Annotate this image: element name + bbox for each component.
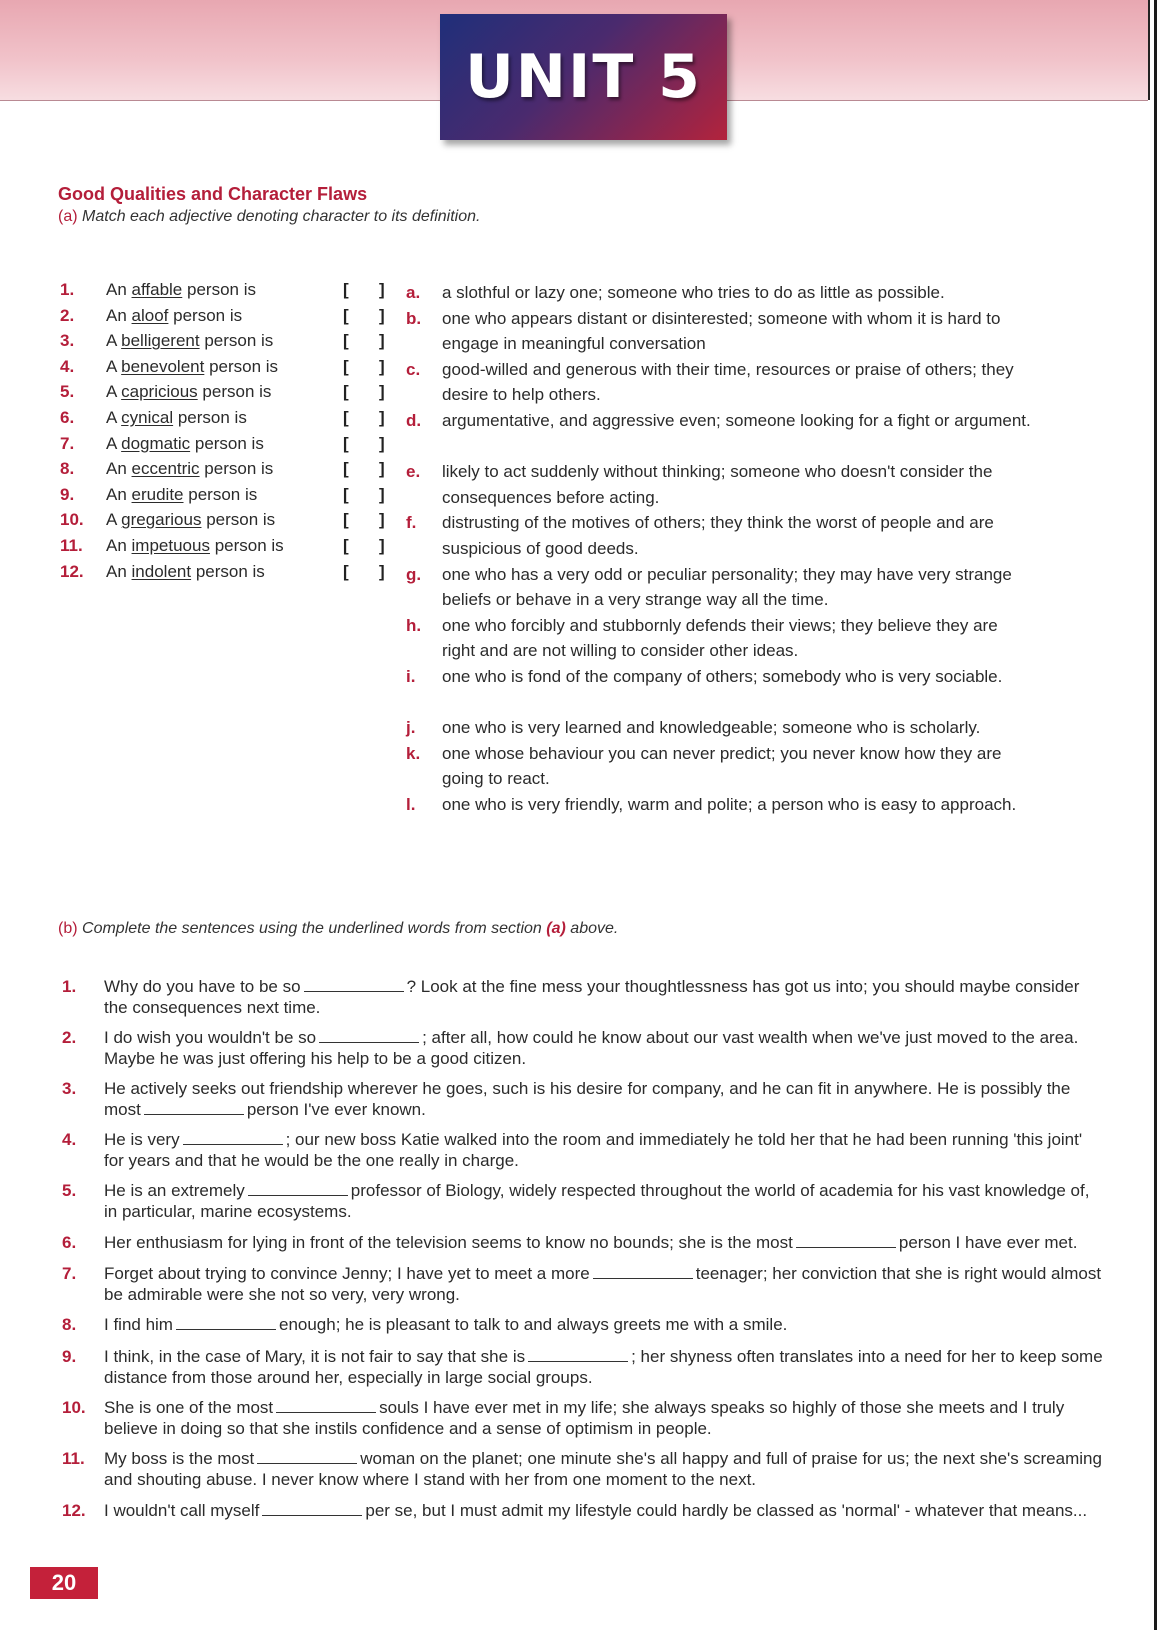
sentence-after: teenager; her conviction that she is right would almost be admirable were she not so very, very wrong.: [104, 1264, 1102, 1304]
bracket-left: [: [343, 459, 349, 479]
part-b-instruction-ref: (a): [546, 920, 566, 937]
answer-blank[interactable]: [276, 1398, 376, 1413]
adjective-suffix: person is: [173, 305, 243, 325]
answer-blank[interactable]: [248, 1181, 348, 1196]
adjective-article: An: [106, 536, 127, 555]
adjective-number: 9.: [60, 484, 75, 504]
page-number: 20: [30, 1567, 98, 1599]
answer-blank[interactable]: [304, 977, 404, 992]
answer-blank[interactable]: [796, 1233, 896, 1248]
bracket-left: [: [343, 356, 349, 376]
sentence-after: souls I have ever met in my life; she always speaks so highly of those she meets and I truly believe in doing so that she instils confidence and a sense of optimism in people.: [104, 1398, 1065, 1438]
sentence-after: per se, but I must admit my lifestyle could hardly be classed as 'normal' - whatever that means...: [365, 1501, 1088, 1520]
adjective-article: A: [106, 382, 117, 402]
definition-text: one who is very learned and knowledgeable; someone who is scholarly.: [442, 718, 981, 738]
adjective-article: A: [106, 510, 117, 530]
bracket-left: [: [343, 382, 349, 402]
sentence-text: [104, 1448, 1104, 1490]
sentence-number: 8.: [62, 1315, 77, 1334]
adjective-number: 6.: [60, 408, 75, 427]
sentence-before: Her enthusiasm for lying in front of the television seems to know no bounds; she is the most: [104, 1233, 793, 1252]
sentence-number: 3.: [62, 1079, 77, 1098]
adjective-number: 3.: [60, 331, 75, 351]
adjective-article: An: [106, 484, 127, 504]
definition-letter: a.: [406, 283, 421, 302]
unit-badge: [440, 14, 727, 140]
definition-letter: d.: [406, 411, 422, 430]
adjective-suffix: person is: [188, 484, 258, 504]
sentence-text: [104, 1263, 1104, 1305]
adjective-suffix: person is: [214, 536, 284, 555]
adjective-word: cynical: [121, 408, 174, 427]
sentence-before: I think, in the case of Mary, it is not fair to say that she is: [104, 1347, 526, 1366]
sentence-before: Forget about trying to convince Jenny; I have yet to meet a more: [104, 1264, 590, 1283]
definition-letter: h.: [406, 615, 422, 635]
bracket-right: ]: [379, 408, 385, 427]
definition-text: one who forcibly and stubbornly defends their views; they believe they are right and are not willing to consider other ideas.: [442, 615, 998, 661]
sentence-number: 2.: [62, 1028, 77, 1047]
adjective-phrase: [106, 306, 242, 326]
sentence-text: [104, 1232, 1104, 1253]
sentence-number: 12.: [62, 1501, 86, 1520]
adjective-suffix: person is: [195, 561, 265, 581]
adjective-word: belligerent: [121, 331, 200, 351]
sentence-after: professor of Biology, widely respected throughout the world of academia for his vast knowledge of, in particular, marine ecosystems.: [104, 1181, 1090, 1221]
sentence-text: [104, 1500, 1104, 1521]
adjective-word: dogmatic: [121, 433, 191, 453]
part-b-instruction-post: above.: [570, 920, 619, 937]
sentence-number: 1.: [62, 977, 77, 996]
sentence-text: [104, 1397, 1104, 1439]
definition-text: distrusting of the motives of others; they think the worst of people and are suspicious of good deeds.: [442, 513, 994, 558]
adjective-article: A: [106, 356, 117, 376]
bracket-right: ]: [379, 280, 385, 299]
bracket-right: ]: [379, 356, 385, 376]
adjective-suffix: person is: [204, 331, 274, 351]
adjective-number: 7.: [60, 433, 75, 453]
bracket-left: [: [343, 561, 349, 581]
definition-letter: e.: [406, 462, 421, 482]
bracket-right: ]: [379, 331, 385, 351]
definition-letter: c.: [406, 359, 421, 379]
part-a-instruction-text: Match each adjective denoting character to its definition.: [82, 208, 481, 225]
sentence-after: ? Look at the fine mess your thoughtlessness has got us into; you should maybe consider the consequences next time.: [104, 977, 1080, 1017]
definition-letter: b.: [406, 308, 422, 328]
header-edge: [1148, 0, 1150, 100]
adjective-article: A: [106, 408, 117, 427]
definition-text: likely to act suddenly without thinking; someone who doesn't consider the consequences before acting.: [442, 462, 993, 507]
adjective-phrase: [106, 562, 265, 582]
sentence-before: My boss is the most: [104, 1449, 255, 1468]
bracket-left: [: [343, 331, 349, 351]
adjective-suffix: person is: [202, 382, 272, 402]
sentence-number: 6.: [62, 1233, 77, 1252]
sentence-after: ; her shyness often translates into a need for her to keep some distance from those around her, especially in large social groups.: [104, 1347, 1103, 1387]
part-b-label: (b): [58, 920, 78, 937]
definition-text: argumentative, and aggressive even; someone looking for a fight or argument.: [442, 411, 1031, 430]
bracket-right: ]: [379, 484, 385, 504]
part-b-instruction-pre: Complete the sentences using the underlined words from section: [82, 920, 542, 937]
answer-blank[interactable]: [183, 1130, 283, 1145]
bracket-left: [: [343, 305, 349, 325]
adjective-suffix: person is: [204, 459, 274, 479]
sentence-after: enough; he is pleasant to talk to and always greets me with a smile.: [278, 1315, 788, 1334]
adjective-number: 12.: [60, 561, 84, 581]
sentence-text: [104, 1027, 1104, 1069]
sentence-before: He is an extremely: [104, 1181, 245, 1200]
sentence-after: person I have ever met.: [898, 1233, 1078, 1252]
adjective-article: A: [106, 331, 117, 351]
adjective-suffix: person is: [187, 280, 256, 299]
bracket-left: [: [343, 433, 349, 453]
definition-letter: l.: [406, 795, 416, 814]
bracket-right: ]: [379, 433, 385, 453]
definition-text: one who appears distant or disinterested; someone with whom it is hard to engage in meaningful conversation: [442, 308, 1001, 354]
adjective-phrase: [106, 408, 247, 428]
adjective-article: An: [106, 561, 127, 581]
sentence-number: 7.: [62, 1264, 77, 1283]
page-edge-line: [1154, 0, 1157, 1630]
sentence-text: [104, 1129, 1104, 1171]
unit-title: UNIT 5: [465, 42, 702, 112]
adjective-word: erudite: [131, 484, 184, 504]
answer-blank[interactable]: [176, 1315, 276, 1330]
adjective-word: indolent: [131, 561, 192, 581]
adjective-suffix: person is: [206, 510, 276, 530]
adjective-word: eccentric: [131, 459, 200, 479]
sentence-number: 5.: [62, 1181, 77, 1200]
adjective-article: An: [106, 305, 127, 325]
sentence-after: person I've ever known.: [246, 1100, 426, 1119]
adjective-word: impetuous: [131, 536, 210, 555]
answer-blank[interactable]: [262, 1501, 362, 1516]
adjective-suffix: person is: [194, 433, 264, 453]
adjective-phrase: [106, 536, 284, 556]
bracket-right: ]: [379, 459, 385, 479]
bracket-left: [: [343, 510, 349, 530]
part-b-instruction: [58, 920, 618, 938]
definition-letter: f.: [406, 513, 417, 533]
definition-text: one who is fond of the company of others; somebody who is very sociable.: [442, 667, 1003, 686]
bracket-left: [: [343, 280, 349, 299]
sentence-text: [104, 976, 1104, 1018]
bracket-left: [: [343, 408, 349, 427]
adjective-phrase: [106, 459, 273, 479]
sentence-before: I find him: [104, 1315, 173, 1334]
bracket-right: ]: [379, 510, 385, 530]
bracket-left: [: [343, 484, 349, 504]
adjective-number: 5.: [60, 382, 75, 402]
adjective-phrase: [106, 434, 264, 454]
section-title: Good Qualities and Character Flaws: [58, 184, 368, 204]
definition-text: one whose behaviour you can never predict; you never know how they are going to react.: [442, 743, 1002, 789]
adjective-phrase: [106, 280, 256, 300]
answer-blank[interactable]: [144, 1100, 244, 1115]
adjective-word: aloof: [131, 305, 169, 325]
sentence-text: [104, 1180, 1104, 1222]
sentence-number: 11.: [62, 1449, 85, 1468]
adjective-phrase: [106, 382, 271, 402]
definition-letter: i.: [406, 667, 416, 686]
answer-blank[interactable]: [319, 1028, 419, 1043]
adjective-article: A: [106, 433, 117, 453]
adjective-article: An: [106, 459, 127, 479]
adjective-number: 11.: [60, 536, 83, 555]
sentence-text: [104, 1078, 1104, 1120]
adjective-word: affable: [131, 280, 183, 299]
adjective-suffix: person is: [177, 408, 247, 427]
adjective-word: benevolent: [121, 356, 205, 376]
sentence-before: Why do you have to be so: [104, 977, 301, 996]
bracket-right: ]: [379, 382, 385, 402]
adjective-word: gregarious: [121, 510, 202, 530]
definition-letter: k.: [406, 743, 421, 763]
definition-text: one who is very friendly, warm and polite; a person who is easy to approach.: [442, 795, 1017, 814]
adjective-number: 8.: [60, 459, 75, 479]
adjective-word: capricious: [121, 382, 198, 402]
adjective-phrase: [106, 357, 278, 377]
sentence-before: I wouldn't call myself: [104, 1501, 260, 1520]
sentence-after: ; our new boss Katie walked into the room and immediately he told her that he had been running 'this joint' for years and that he would be the one really in charge.: [104, 1130, 1083, 1170]
definition-letter: j.: [406, 718, 416, 738]
sentence-number: 9.: [62, 1347, 77, 1366]
bracket-right: ]: [379, 305, 385, 325]
part-a-instruction: [58, 208, 480, 226]
adjective-number: 10.: [60, 510, 84, 530]
adjective-number: 2.: [60, 305, 75, 325]
adjective-phrase: [106, 510, 275, 530]
adjective-number: 1.: [60, 280, 75, 299]
sentence-number: 4.: [62, 1130, 77, 1149]
adjective-phrase: [106, 485, 257, 505]
answer-blank[interactable]: [257, 1449, 357, 1464]
bracket-right: ]: [379, 561, 385, 581]
bracket-left: [: [343, 536, 349, 555]
adjective-number: 4.: [60, 356, 75, 376]
sentence-number: 10.: [62, 1398, 86, 1417]
sentence-before: She is one of the most: [104, 1398, 274, 1417]
sentence-before: I do wish you wouldn't be so: [104, 1028, 317, 1047]
definition-text: a slothful or lazy one; someone who tries to do as little as possible.: [442, 283, 945, 302]
answer-blank[interactable]: [528, 1347, 628, 1362]
sentence-text: [104, 1346, 1104, 1388]
sentence-before: He actively seeks out friendship wherever he goes, such is his desire for company, and he can fit in anywhere. He is possibly the most: [104, 1079, 1071, 1119]
sentence-after: woman on the planet; one minute she's all happy and full of praise for us; the next she's screaming and shouting abuse. I never know where I stand with her from one moment to the next.: [104, 1449, 1102, 1489]
definition-letter: g.: [406, 564, 422, 584]
sentence-text: [104, 1314, 1104, 1335]
adjective-article: An: [106, 280, 127, 299]
adjective-suffix: person is: [209, 356, 279, 376]
part-a-label: (a): [58, 208, 78, 225]
definition-text: one who has a very odd or peculiar personality; they may have very strange beliefs or behave in a very strange way all the time.: [442, 564, 1012, 610]
adjective-phrase: [106, 331, 273, 351]
bracket-right: ]: [379, 536, 385, 555]
sentence-after: ; after all, how could he know about our vast wealth when we've just moved to the area. Maybe he was just offering his help to be a good citizen.: [104, 1028, 1079, 1068]
sentence-before: He is very: [104, 1130, 180, 1149]
definition-text: good-willed and generous with their time, resources or praise of others; they desire to help others.: [442, 359, 1014, 405]
answer-blank[interactable]: [593, 1264, 693, 1279]
